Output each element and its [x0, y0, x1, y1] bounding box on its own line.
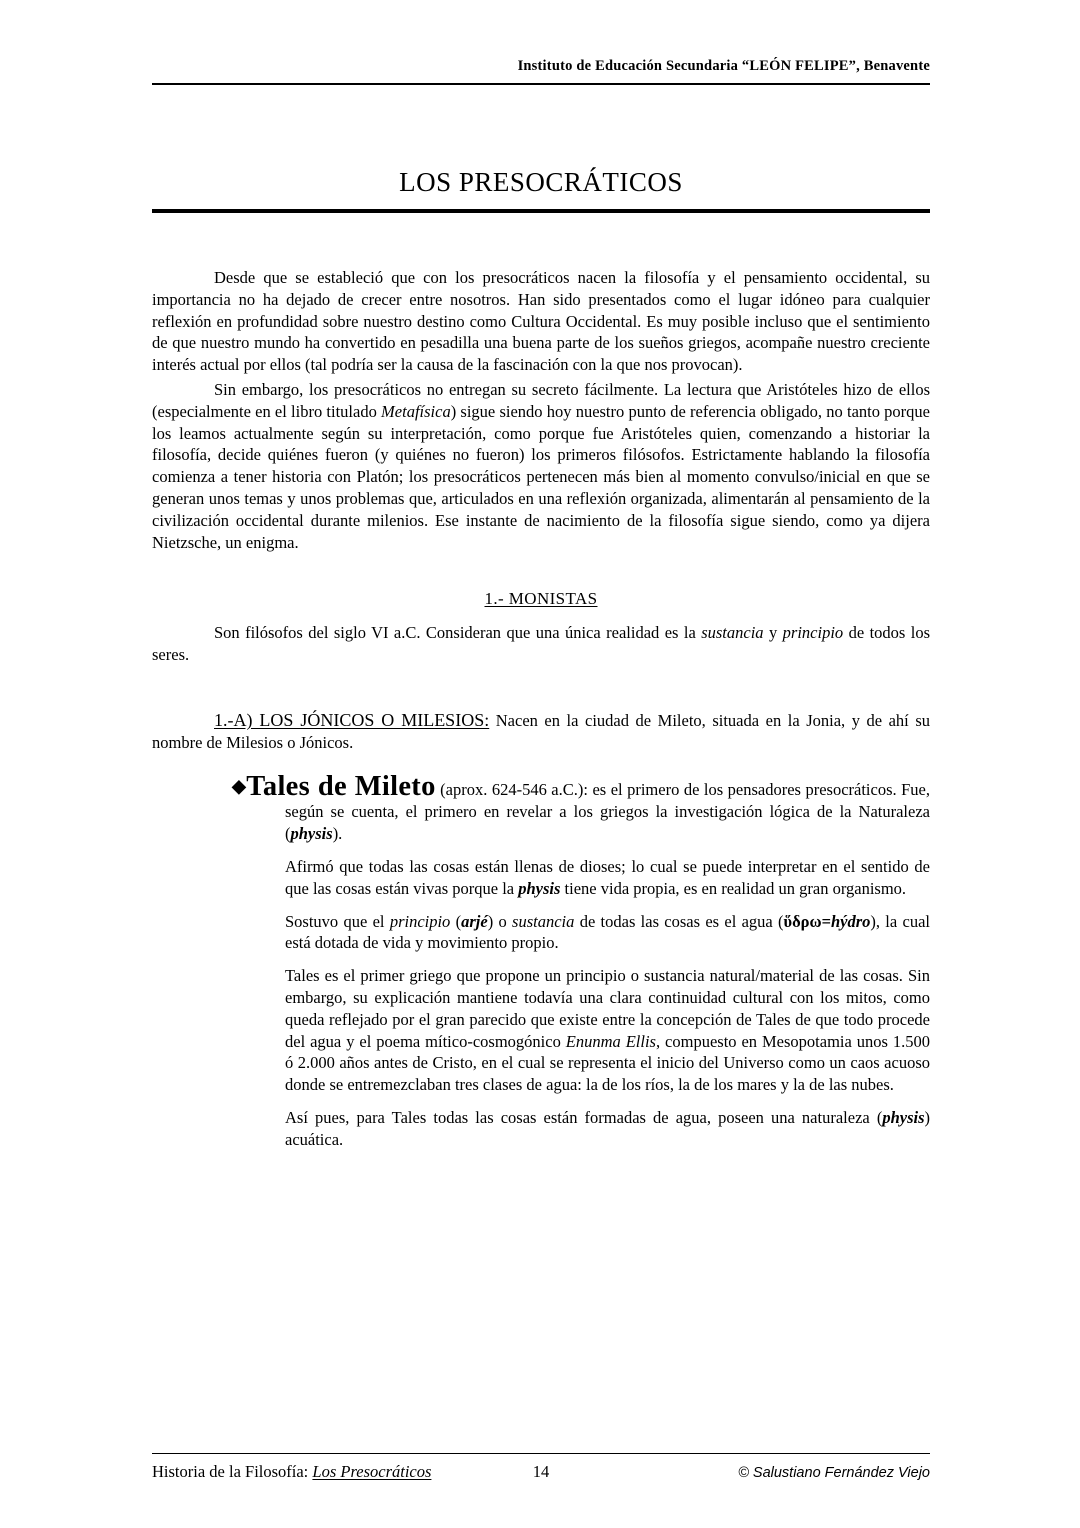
- monistas-section-heading: [152, 589, 930, 609]
- tales-paragraph-2: Sostuvo que el principio (arjé) o sustancia de todas las cosas es el agua (ὕδρω=hýdro), la cual está dotada de vida y movimiento propio.: [285, 911, 930, 953]
- header-rule: [152, 83, 930, 85]
- intro-section: [152, 267, 930, 553]
- page-footer: [152, 1453, 930, 1482]
- footer-rule: [152, 1453, 930, 1454]
- institute-name: Instituto de Educación Secundaria “LEÓN FELIPE”, Benavente: [517, 58, 930, 74]
- footer-copyright: © Salustiano Fernández Viejo: [738, 1465, 930, 1481]
- tales-paragraph-4: Así pues, para Tales todas las cosas están formadas de agua, poseen una naturaleza (physis) acuática.: [285, 1108, 930, 1149]
- tales-section: [232, 770, 930, 1151]
- document-title: LOS PRESOCRÁTICOS: [399, 167, 683, 197]
- footer-series: [152, 1462, 431, 1482]
- running-header: [152, 58, 930, 85]
- monistas-intro-paragraph: Son filósofos del siglo VI a.C. Consideran que una única realidad es la sustancia y principio de todos los seres.: [152, 623, 931, 665]
- footer-series-prefix: Historia de la Filosofía:: [152, 1462, 313, 1481]
- footer-row: [152, 1462, 930, 1482]
- intro-paragraph-2: Sin embargo, los presocráticos no entregan su secreto fácilmente. La lectura que Aristóteles hizo de ellos (especialmente en el libro titulado Metafísica) sigue siendo hoy nuestro punto de referencia obligado, no tanto porque los leamos actualmente según su interpretación, como porque fue Aristóteles quien, comenzando a historiar la filosofía, decide quiénes fueron (y quiénes no fueron) los primeros filósofos. Estrictamente hablando la filosofía comienza a tener historia con Platón; los presocráticos pertenecen más bien al momento convulso/inicial en que se generan unos temas y unos problemas que, articulados en una reflexión organizada, alimentarán al pensamiento de la civilización occidental durante milenios. Ese instante de nacimiento de la filosofía sigue siendo, como ya dijera Nietzsche, un enigma.: [152, 379, 930, 552]
- page-number: 14: [532, 1462, 550, 1481]
- tales-paragraph-3: Tales es el primer griego que propone un principio o sustancia natural/material de las cosas. Sin embargo, su explicación mantiene todavía una clara continuidad cultural con los mitos, como queda reflejado por el gran parecido que existe entre la concepción de Tales de que todo procede del agua y el poema mítico-cosmogónico Enunma Ellis, compuesto en Mesopotamia unos 1.500 ó 2.000 años antes de Cristo, en el cual se representa el inicio del Universo como un caos acuoso donde se entremezclaban tres clases de agua: la de los ríos, la de los mares y la de las nubes.: [285, 966, 930, 1095]
- intro-paragraph-1: Desde que se estableció que con los presocráticos nacen la filosofía y el pensamiento occidental, su importancia no ha dejado de crecer entre nosotros. Han sido presentados como el lugar idóneo para cualquier reflexión en profundidad sobre nuestro destino como Cultura Occidental. Es muy posible incluso que el sentimiento de que nuestro mundo ha convertido en pesadilla una buena parte de los sueños griegos, acompañe nuestro creciente interés actual por ellos (tal podría ser la causa de la fascinación con la que nos provocan).: [152, 268, 930, 375]
- title-rule: [152, 209, 930, 213]
- footer-series-title: Los Presocráticos: [312, 1462, 432, 1481]
- tales-paragraph-1: Afirmó que todas las cosas están llenas de dioses; lo cual se puede interpretar en el sentido de que las cosas están vivas porque la physis tiene vida propia, es en realidad un gran organismo.: [285, 857, 930, 898]
- tales-heading: ◆Tales de Mileto (aprox. 624-546 a.C.): es el primero de los pensadores presocráticos. Fue, según se cuenta, el primero en revelar a los griegos la investigación lógica de la Naturaleza (physis).: [232, 770, 930, 844]
- jonicos-subsection-heading: 1.-A) LOS JÓNICOS O MILESIOS: Nacen en la ciudad de Mileto, situada en la Jonia, y de ahí su nombre de Milesios o Jónicos.: [152, 709, 930, 752]
- monistas-heading-text: 1.- MONISTAS: [484, 589, 598, 609]
